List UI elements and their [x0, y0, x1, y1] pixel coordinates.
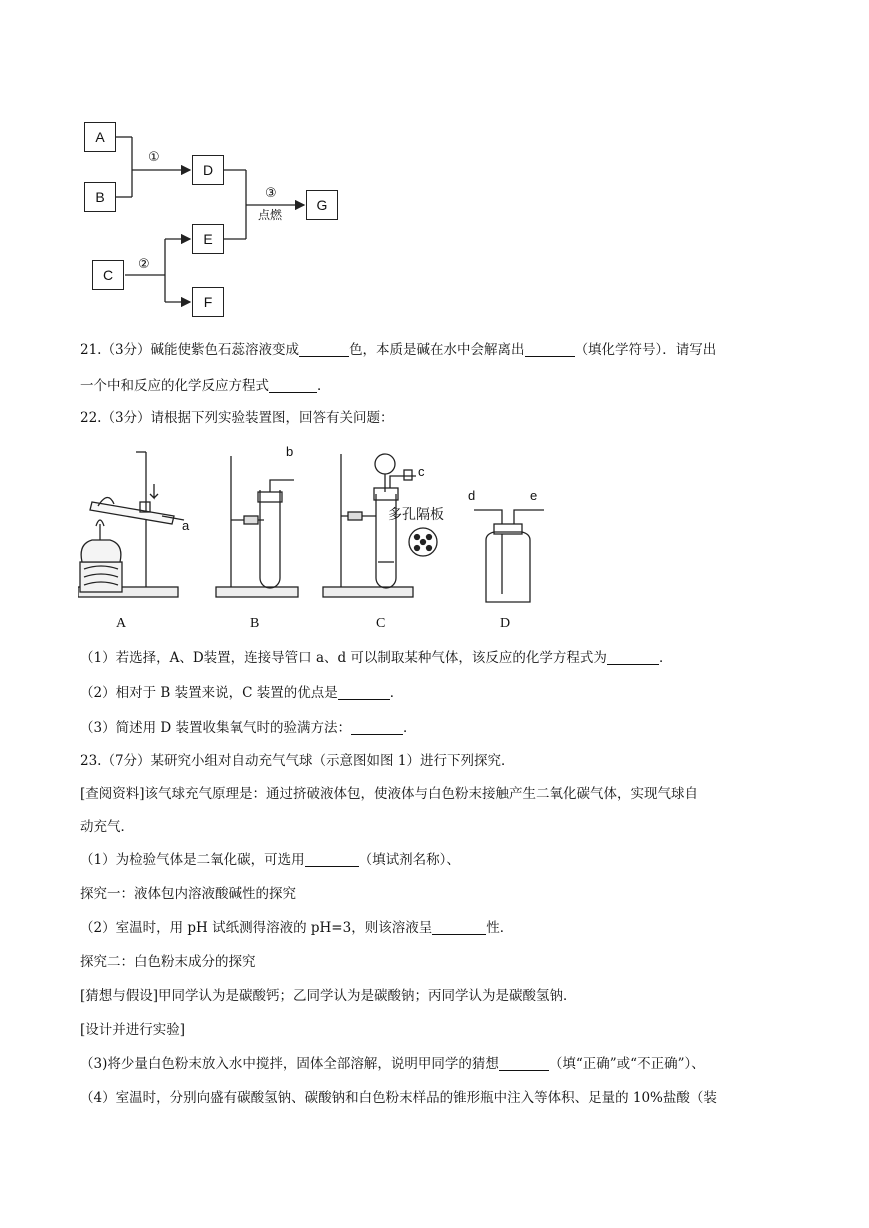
flow-node-c: C — [92, 260, 124, 290]
caption-a: A — [116, 616, 127, 631]
flow-node-d: D — [192, 155, 224, 185]
port-c-label: c — [418, 464, 425, 479]
question-22-sub-1 — [80, 648, 672, 668]
q21-blank-1 — [299, 341, 349, 357]
q23-blank-2 — [432, 919, 486, 935]
flow-node-e: E — [192, 224, 224, 254]
q21-text-a: 21.（3分）碱能使紫色石蕊溶液变成 — [80, 342, 300, 358]
q23-info-line-2: 动充气． — [80, 819, 134, 835]
q21-text-b: 色，本质是碱在水中会解离出 — [349, 342, 525, 358]
caption-c: C — [376, 616, 386, 631]
q21-blank-2 — [525, 341, 575, 357]
question-23-title: 23.（7分）某研究小组对自动充气气球（示意图如图 1）进行下列探究． — [80, 753, 515, 769]
flow-node-f: F — [192, 287, 224, 317]
lab-apparatus-figure — [78, 444, 558, 639]
q22-blank-3 — [351, 719, 403, 735]
q23-explore-2: 探究二：白色粉末成分的探究 — [80, 954, 256, 970]
step-2-label: ② — [138, 257, 150, 272]
q23-sub2-end: 性． — [486, 920, 514, 936]
q23-blank-1 — [305, 851, 359, 867]
question-23-sub-3 — [80, 1054, 705, 1074]
q23-hypothesis: [猜想与假设]甲同学认为是碳酸钙；乙同学认为是碳酸钠；丙同学认为是碳酸氢钠． — [80, 988, 577, 1004]
q23-explore-1: 探究一：液体包内溶液酸碱性的探究 — [80, 886, 296, 902]
apparatus-drawing — [78, 444, 558, 614]
step-3-condition: 点燃 — [258, 208, 283, 222]
flow-node-a: A — [84, 122, 116, 152]
port-d-label: d — [468, 488, 476, 503]
q23-design: [设计并进行实验] — [80, 1022, 186, 1038]
q22-blank-1 — [607, 649, 659, 665]
q22-sub1-text: （1）若选择，A、D装置，连接导管口 a、d 可以制取某种气体，该反应的化学方程式为 — [80, 650, 607, 666]
caption-b: B — [250, 616, 260, 631]
question-22-sub-2 — [80, 683, 403, 703]
q23-blank-3 — [499, 1055, 549, 1071]
q22-sub2-end: ． — [389, 685, 404, 701]
question-23-sub-4: （4）室温时，分别向盛有碳酸氢钠、碳酸钠和白色粉末样品的锥形瓶中注入等体积、足量的 10%盐酸（装 — [80, 1090, 717, 1106]
q21-text-d: 一个中和反应的化学反应方程式 — [80, 378, 269, 394]
q22-sub3-end: ． — [403, 720, 417, 736]
q23-info-line-1: [查阅资料]该气球充气原理是：通过挤破液体包，使液体与白色粉末接触产生二氧化碳气体，实现气球自 — [80, 786, 699, 802]
port-e-label: e — [530, 488, 538, 503]
q21-blank-3 — [269, 377, 317, 393]
q22-sub1-end: ． — [658, 650, 673, 666]
port-b-label: b — [286, 444, 294, 459]
question-23-sub-1 — [80, 850, 460, 870]
q21-text-e: ． — [317, 378, 331, 394]
step-1-label: ① — [148, 150, 160, 165]
q23-sub3-end: （填“正确”或“不正确”）、 — [548, 1056, 705, 1072]
q23-sub1-text: （1）为检验气体是二氧化碳，可选用 — [80, 852, 305, 868]
question-23-sub-2 — [80, 918, 513, 938]
q23-sub1-end: （填试剂名称）、 — [358, 852, 460, 868]
q23-sub2-text: （2）室温时，用 pH 试纸测得溶液的 pH=3，则该溶液呈 — [80, 920, 433, 936]
q22-sub2-text: （2）相对于 B 装置来说，C 装置的优点是 — [80, 685, 338, 701]
q21-text-c: （填化学符号）．请写出 — [574, 342, 717, 358]
port-a-label: a — [182, 518, 190, 533]
caption-d: D — [500, 616, 511, 631]
flow-node-b: B — [84, 182, 116, 212]
question-22-title: 22.（3分）请根据下列实验装置图，回答有关问题： — [80, 410, 394, 426]
q22-blank-2 — [338, 684, 390, 700]
question-21-line-2 — [80, 376, 331, 396]
reaction-flowchart — [70, 110, 370, 325]
step-3-label: ③ — [265, 186, 277, 201]
q23-sub3-text: （3)将少量白色粉末放入水中搅拌，固体全部溶解，说明甲同学的猜想 — [80, 1056, 499, 1072]
q22-sub3-text: （3）简述用 D 装置收集氧气时的验满方法： — [80, 720, 351, 736]
flow-node-g: G — [306, 190, 338, 220]
question-22-sub-3 — [80, 718, 417, 738]
porous-plate-label: 多孔隔板 — [388, 506, 444, 522]
question-21-line-1 — [80, 340, 716, 360]
